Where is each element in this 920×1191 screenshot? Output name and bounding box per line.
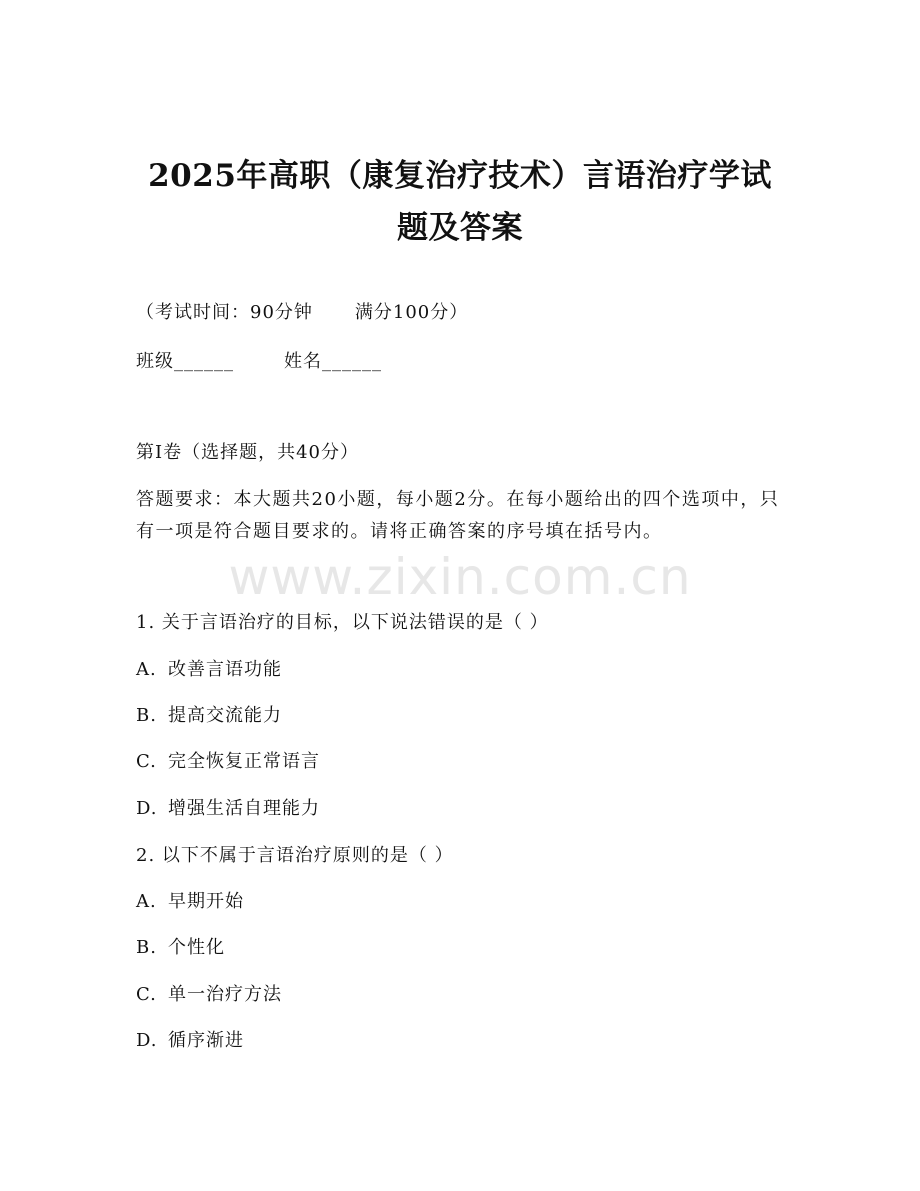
option-text: 个性化 [168,937,225,958]
option-letter: D. [136,1030,158,1051]
option-item [136,796,320,822]
option-text: 单一治疗方法 [168,984,282,1005]
student-fields [136,349,382,375]
name-field: 姓名______ [284,351,382,372]
document-title [120,150,800,254]
option-letter: C. [136,984,157,1005]
option-item [136,703,282,729]
instructions: 答题要求：本大题共20小题，每小题2分。在每小题给出的四个选项中，只有一项是符合题目要求的。请将正确答案的序号填在括号内。 [136,489,780,542]
exam-meta [136,300,468,326]
option-item [136,657,282,683]
option-text: 完全恢复正常语言 [168,751,320,772]
option-text: 增强生活自理能力 [168,798,320,819]
option-text: 提高交流能力 [168,705,282,726]
option-letter: C. [136,751,157,772]
watermark-text: www.zixin.com.cn [228,548,692,606]
option-item [136,1028,244,1054]
class-field: 班级______ [136,351,234,372]
question-stem: 2. 以下不属于言语治疗原则的是（ ） [136,845,454,866]
title-line-1: 2025年高职（康复治疗技术）言语治疗学试 [148,158,772,194]
option-letter: A. [136,891,157,912]
option-letter: B. [136,937,157,958]
option-item [136,749,320,775]
exam-time: （考试时间：90分钟 [136,302,313,323]
full-score: 满分100分） [354,302,469,323]
question-stem: 1. 关于言语治疗的目标，以下说法错误的是（ ） [136,612,549,633]
option-letter: A. [136,659,157,680]
option-text: 早期开始 [168,891,244,912]
option-text: 循序渐进 [168,1030,244,1051]
section-title: 第Ⅰ卷（选择题，共40分） [136,442,360,463]
option-item [136,889,244,915]
option-letter: B. [136,705,157,726]
title-line-2: 题及答案 [397,210,523,246]
option-letter: D. [136,798,158,819]
option-item [136,935,225,961]
option-item [136,982,282,1008]
option-text: 改善言语功能 [168,659,282,680]
